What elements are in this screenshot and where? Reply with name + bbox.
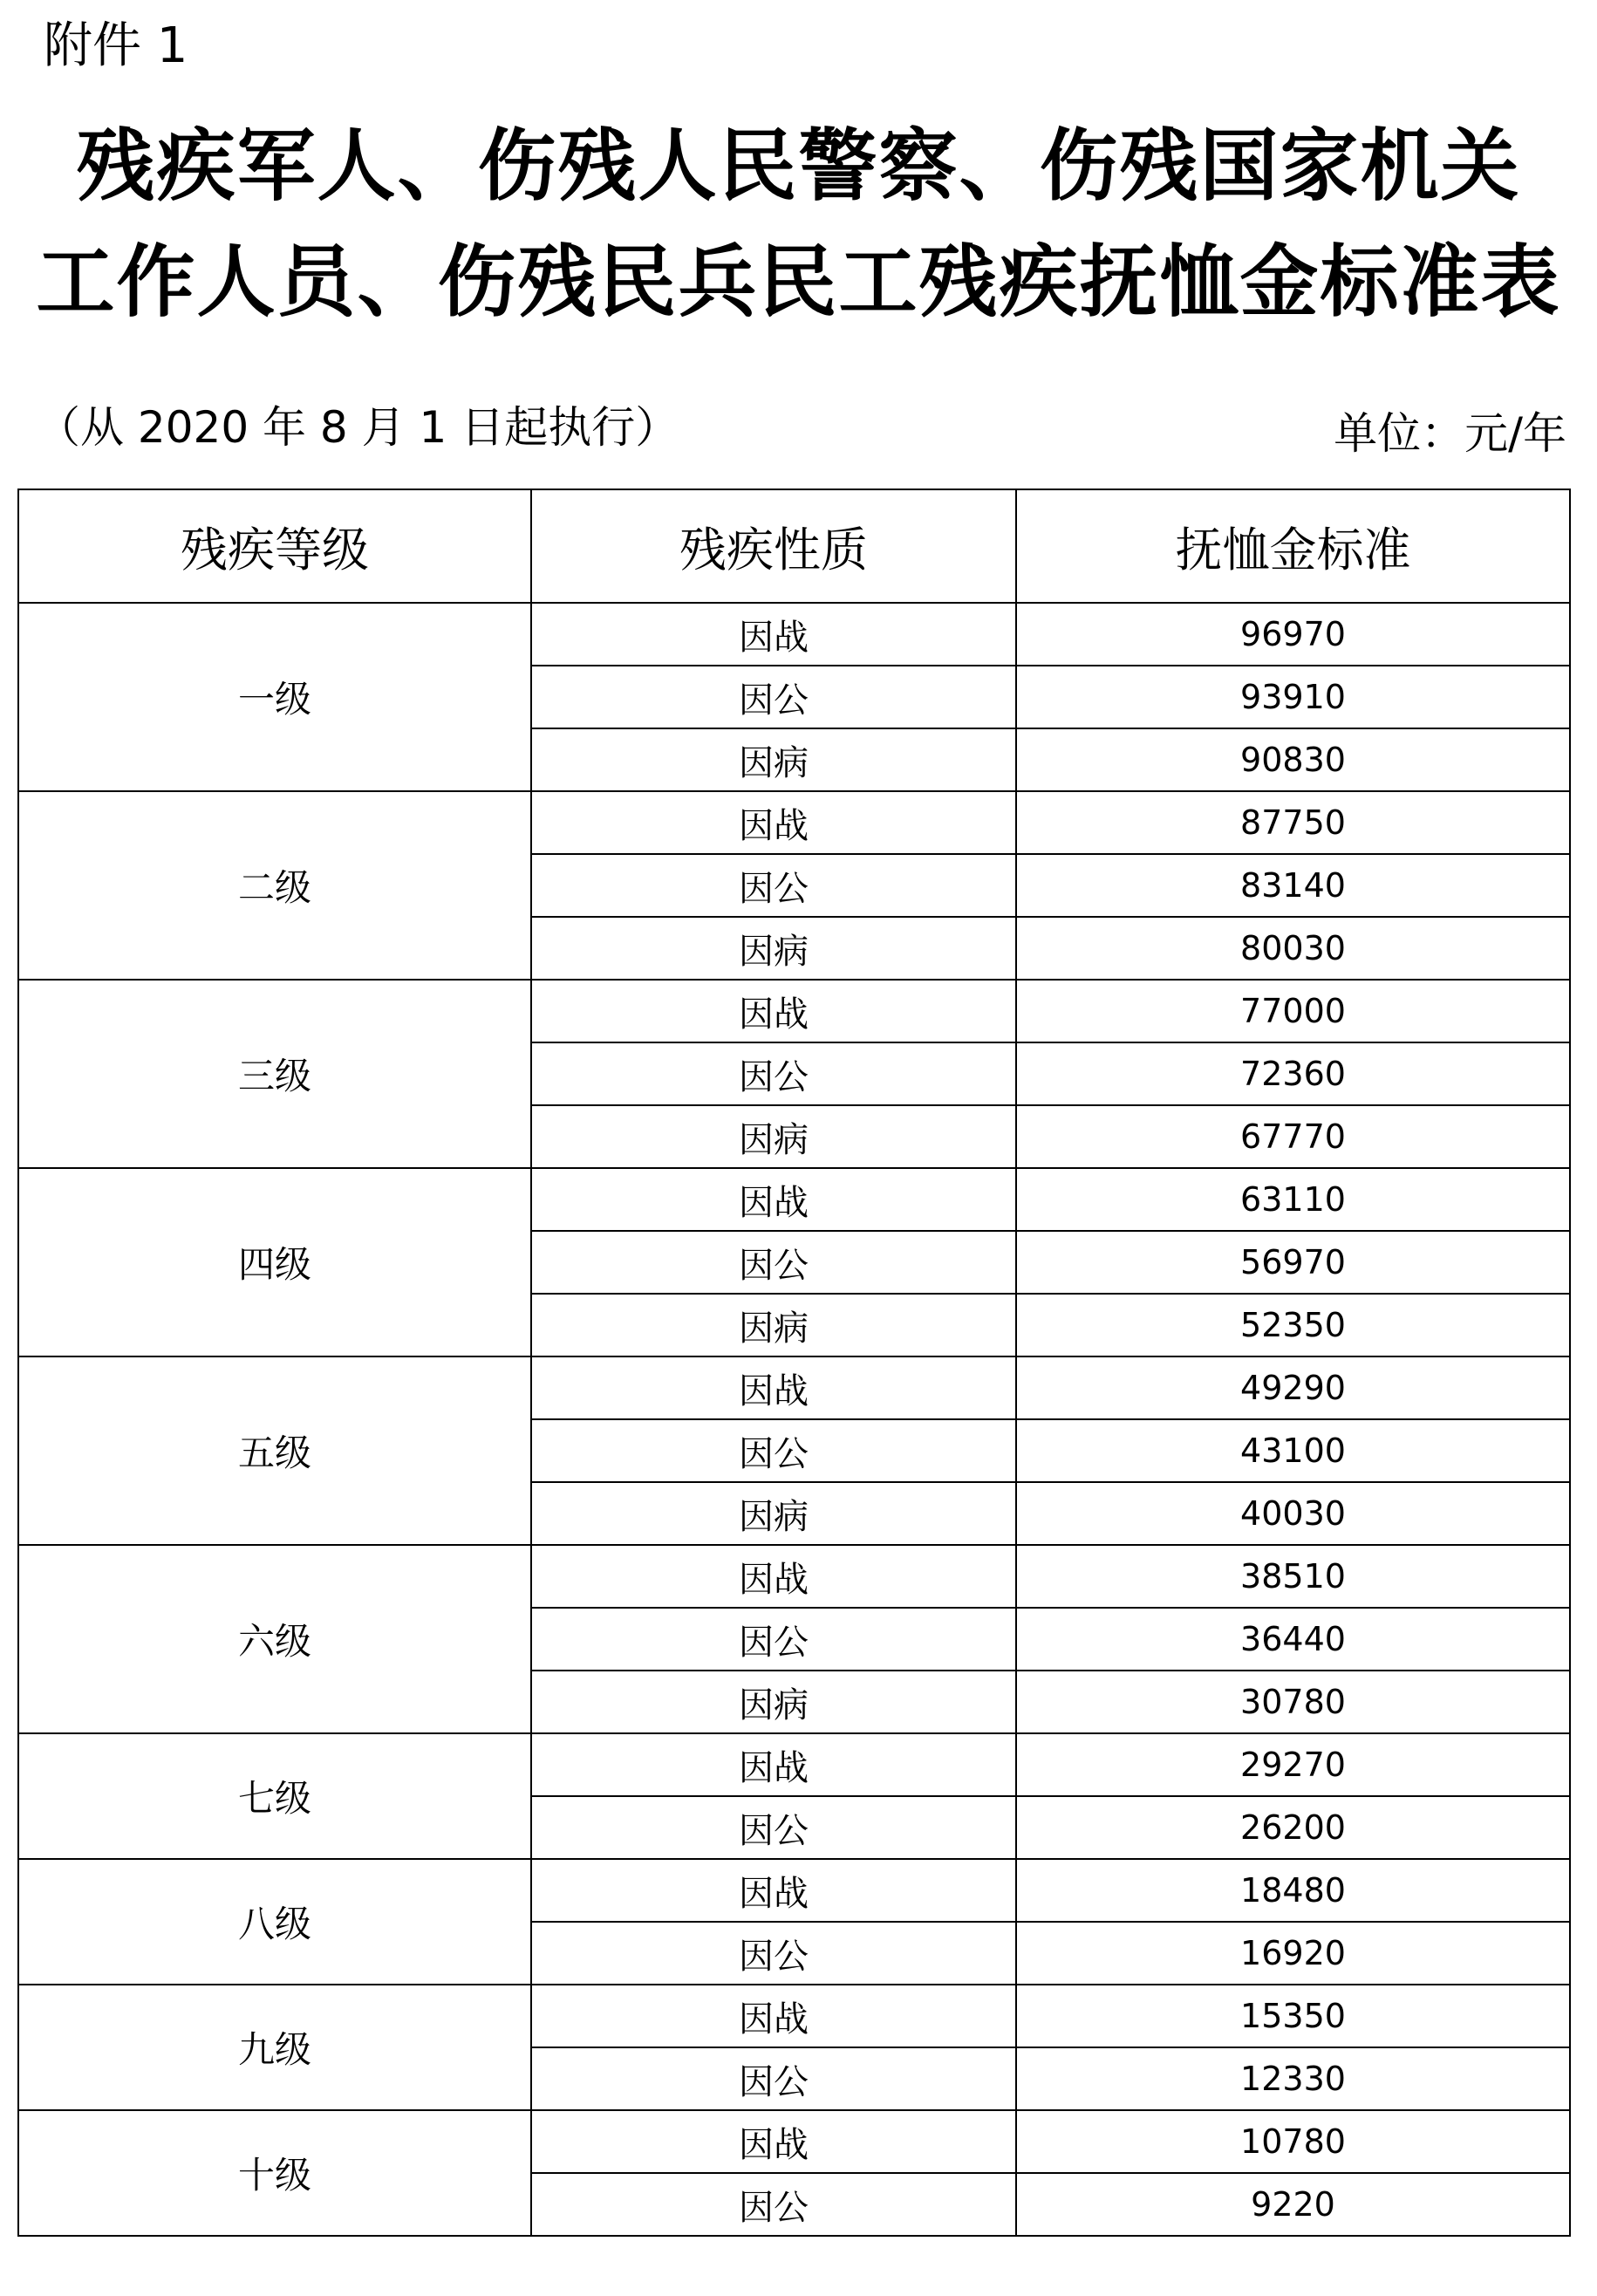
disability-level-cell: 七级 <box>18 1733 531 1859</box>
pension-amount-cell: 52350 <box>1016 1294 1570 1356</box>
pension-amount-cell: 30780 <box>1016 1671 1570 1733</box>
pension-amount-cell: 9220 <box>1016 2173 1570 2236</box>
pension-amount-cell: 77000 <box>1016 980 1570 1042</box>
disability-nature-cell: 因公 <box>531 666 1016 728</box>
table-row <box>18 1985 1570 2047</box>
disability-level-cell: 十级 <box>18 2110 531 2236</box>
disability-level-cell: 五级 <box>18 1356 531 1545</box>
disability-nature-cell: 因战 <box>531 980 1016 1042</box>
disability-nature-cell: 因战 <box>531 1859 1016 1922</box>
header-disability-nature: 残疾性质 <box>531 489 1016 603</box>
pension-amount-cell: 87750 <box>1016 791 1570 854</box>
disability-nature-cell: 因公 <box>531 2173 1016 2236</box>
disability-nature-cell: 因病 <box>531 1482 1016 1545</box>
disability-nature-cell: 因战 <box>531 1985 1016 2047</box>
pension-amount-cell: 40030 <box>1016 1482 1570 1545</box>
table-row <box>18 980 1570 1042</box>
disability-nature-cell: 因公 <box>531 1608 1016 1671</box>
pension-amount-cell: 90830 <box>1016 728 1570 791</box>
disability-nature-cell: 因战 <box>531 1168 1016 1231</box>
table-row <box>18 1168 1570 1231</box>
disability-nature-cell: 因公 <box>531 1042 1016 1105</box>
disability-level-cell: 三级 <box>18 980 531 1168</box>
disability-nature-cell: 因病 <box>531 1294 1016 1356</box>
disability-nature-cell: 因公 <box>531 1922 1016 1985</box>
pension-amount-cell: 16920 <box>1016 1922 1570 1985</box>
unit-label: 单位：元/年 <box>1334 408 1566 459</box>
table-body <box>18 603 1570 2236</box>
pension-standard-table <box>17 489 1571 2237</box>
pension-amount-cell: 38510 <box>1016 1545 1570 1608</box>
disability-nature-cell: 因公 <box>531 1419 1016 1482</box>
disability-nature-cell: 因公 <box>531 1796 1016 1859</box>
pension-amount-cell: 15350 <box>1016 1985 1570 2047</box>
disability-level-cell: 四级 <box>18 1168 531 1356</box>
table-row <box>18 1356 1570 1419</box>
pension-amount-cell: 10780 <box>1016 2110 1570 2173</box>
pension-amount-cell: 26200 <box>1016 1796 1570 1859</box>
pension-amount-cell: 67770 <box>1016 1105 1570 1168</box>
disability-nature-cell: 因公 <box>531 1231 1016 1294</box>
disability-nature-cell: 因公 <box>531 2047 1016 2110</box>
header-disability-level: 残疾等级 <box>18 489 531 603</box>
disability-nature-cell: 因战 <box>531 791 1016 854</box>
disability-nature-cell: 因病 <box>531 728 1016 791</box>
effective-date-note: （从 2020 年 8 月 1 日起执行） <box>37 402 679 453</box>
disability-nature-cell: 因战 <box>531 603 1016 666</box>
pension-amount-cell: 56970 <box>1016 1231 1570 1294</box>
disability-nature-cell: 因战 <box>531 2110 1016 2173</box>
pension-amount-cell: 93910 <box>1016 666 1570 728</box>
disability-nature-cell: 因战 <box>531 1356 1016 1419</box>
table-row <box>18 1733 1570 1796</box>
table-row <box>18 603 1570 666</box>
pension-amount-cell: 80030 <box>1016 917 1570 980</box>
disability-nature-cell: 因公 <box>531 854 1016 917</box>
table-row <box>18 791 1570 854</box>
disability-level-cell: 一级 <box>18 603 531 791</box>
disability-nature-cell: 因战 <box>531 1545 1016 1608</box>
table-row <box>18 2110 1570 2173</box>
pension-amount-cell: 12330 <box>1016 2047 1570 2110</box>
disability-nature-cell: 因病 <box>531 1105 1016 1168</box>
pension-amount-cell: 18480 <box>1016 1859 1570 1922</box>
pension-amount-cell: 63110 <box>1016 1168 1570 1231</box>
document-title-line-2: 工作人员、伤残民兵民工残疾抚恤金标准表 <box>36 236 1561 328</box>
disability-nature-cell: 因病 <box>531 1671 1016 1733</box>
pension-amount-cell: 83140 <box>1016 854 1570 917</box>
attachment-label: 附件 1 <box>44 17 188 74</box>
pension-amount-cell: 49290 <box>1016 1356 1570 1419</box>
header-pension-standard: 抚恤金标准 <box>1016 489 1570 603</box>
table-row <box>18 1859 1570 1922</box>
pension-amount-cell: 96970 <box>1016 603 1570 666</box>
table-row <box>18 1545 1570 1608</box>
pension-amount-cell: 36440 <box>1016 1608 1570 1671</box>
pension-amount-cell: 72360 <box>1016 1042 1570 1105</box>
disability-level-cell: 九级 <box>18 1985 531 2110</box>
document-title-line-1: 残疾军人、伤残人民警察、伤残国家机关 <box>76 120 1521 212</box>
pension-amount-cell: 43100 <box>1016 1419 1570 1482</box>
disability-level-cell: 六级 <box>18 1545 531 1733</box>
disability-level-cell: 二级 <box>18 791 531 980</box>
disability-level-cell: 八级 <box>18 1859 531 1985</box>
disability-nature-cell: 因病 <box>531 917 1016 980</box>
disability-nature-cell: 因战 <box>531 1733 1016 1796</box>
pension-amount-cell: 29270 <box>1016 1733 1570 1796</box>
table-header-row <box>18 489 1570 603</box>
